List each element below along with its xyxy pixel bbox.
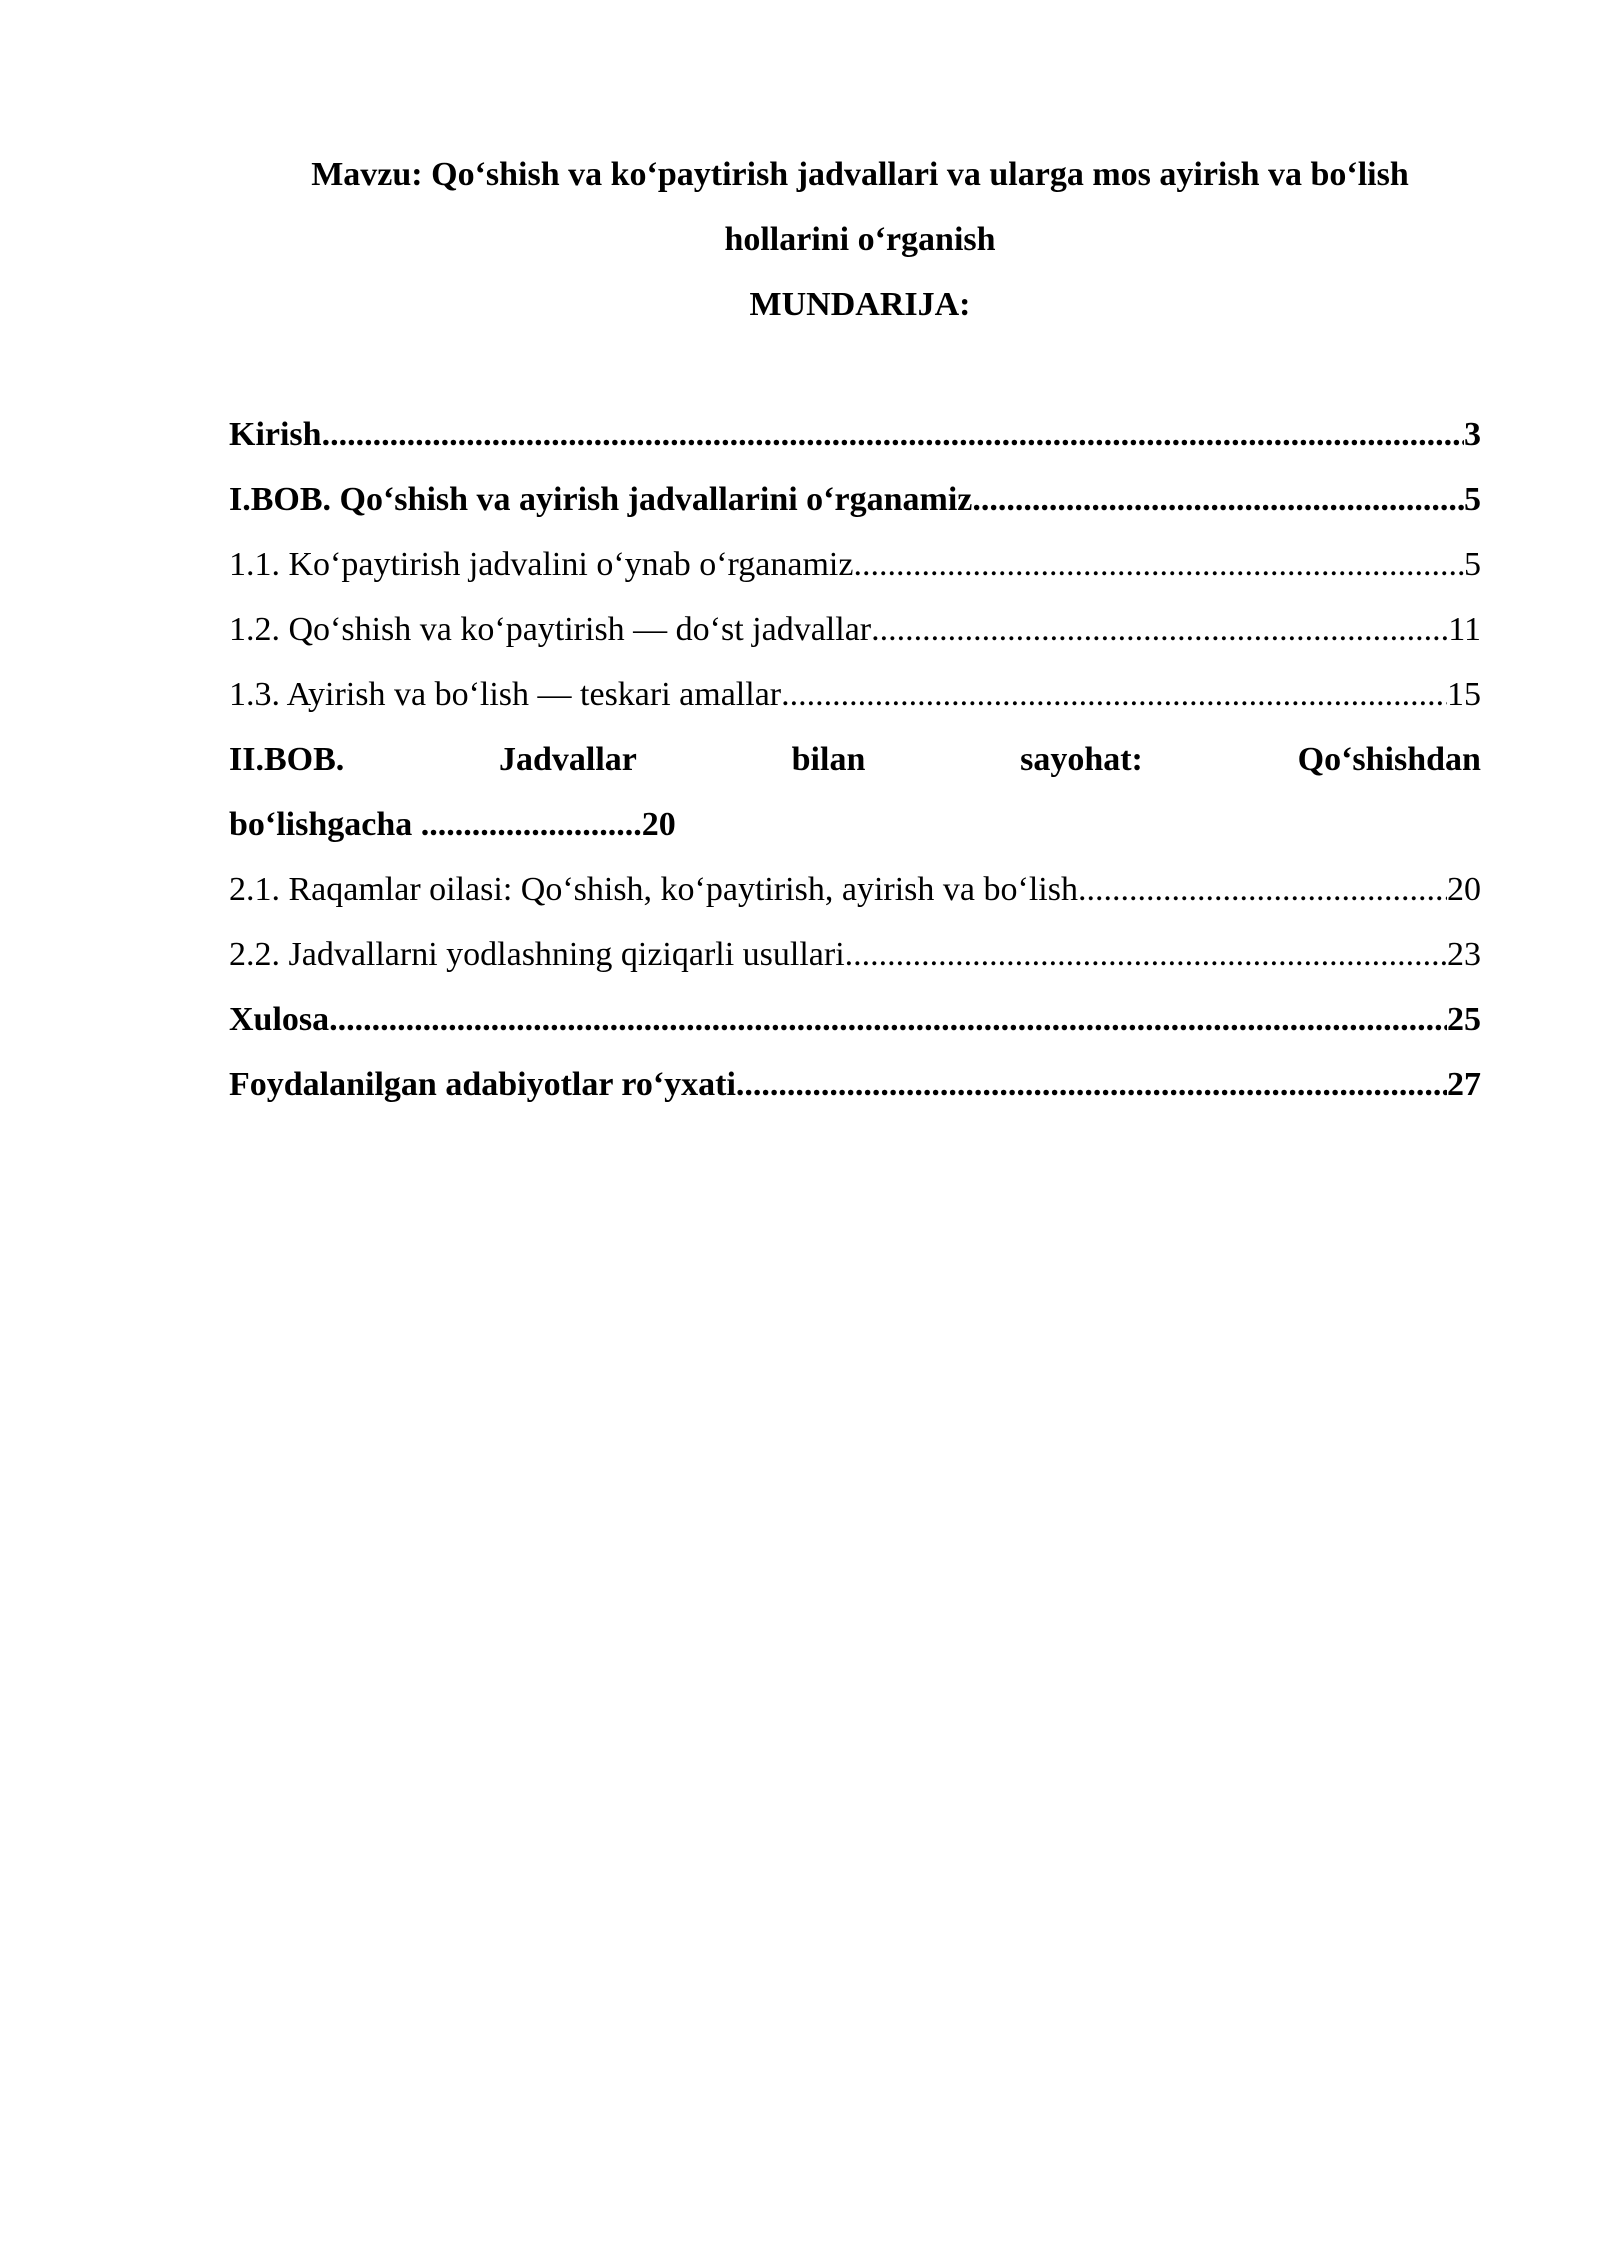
toc-entry-page: 5 [1464,546,1481,583]
toc-chapter-2-word: sayohat: [1020,741,1143,778]
toc-entry-section-2-2[interactable] [229,933,1481,977]
toc-entry-page: 23 [1447,936,1481,973]
toc-leader-dots [1078,868,1447,912]
toc-entry-chapter-2-continuation[interactable]: bo‘lishgacha ..........................20 [229,806,676,843]
contents-heading: MUNDARIJA: [749,286,971,323]
topic-title-line-1: Mavzu: Qo‘shish va ko‘paytirish jadvallari va ularga mos ayirish va bo‘lish [311,156,1409,193]
toc-entry-references[interactable] [229,1063,1481,1107]
toc-leader-dots [781,673,1447,717]
toc-entry-title: 2.1. Raqamlar oilasi: Qo‘shish, ko‘paytirish, ayirish va bo‘lish [229,871,1078,908]
toc-leader-dots [845,933,1447,977]
toc-chapter-2-word: bilan [791,741,866,778]
toc-chapter-2-word: II.BOB. [229,741,345,778]
toc-leader-dots [322,413,1464,457]
toc-entry-page: 25 [1447,1001,1481,1038]
toc-chapter-2-word: Qo‘shishdan [1297,741,1481,778]
toc-entry-title: 2.2. Jadvallarni yodlashning qiziqarli usullari [229,936,845,973]
toc-entry-title: I.BOB. Qo‘shish va ayirish jadvallarini o‘rganamiz [229,481,973,518]
toc-entry-title: Kirish [229,416,322,453]
toc-leader-dots [871,608,1448,652]
toc-entry-page: 20 [1447,871,1481,908]
topic-title-line-2: hollarini o‘rganish [724,221,996,258]
toc-entry-title: Xulosa [229,1001,330,1038]
toc-entry-page: 3 [1464,416,1481,453]
toc-entry-page: 27 [1447,1066,1481,1103]
toc-leader-dots [736,1063,1447,1107]
toc-leader-dots [329,998,1447,1042]
toc-entry-page: 15 [1447,676,1481,713]
toc-entry-chapter-1[interactable] [229,478,1481,522]
toc-entry-title: Foydalanilgan adabiyotlar ro‘yxati [229,1066,736,1103]
toc-entry-page: 11 [1448,611,1481,648]
toc-chapter-2-word: Jadvallar [499,741,637,778]
toc-entry-title: 1.1. Ko‘paytirish jadvalini o‘ynab o‘rganamiz [229,546,854,583]
toc-entry-section-1-2[interactable] [229,608,1481,652]
toc-entry-title: 1.2. Qo‘shish va ko‘paytirish — do‘st jadvallar [229,611,872,648]
toc-entry-chapter-2[interactable] [229,738,1481,782]
toc-leader-dots [853,543,1464,587]
toc-entry-section-1-1[interactable] [229,543,1481,587]
toc-entry-title: 1.3. Ayirish va bo‘lish — teskari amallar [229,676,782,713]
toc-entry-section-1-3[interactable] [229,673,1481,717]
toc-entry-section-2-1[interactable] [229,868,1481,912]
toc-entry-page: 5 [1464,481,1481,518]
toc-leader-dots [972,478,1464,522]
toc-entry-xulosa[interactable] [229,998,1481,1042]
toc-entry-kirish[interactable] [229,413,1481,457]
